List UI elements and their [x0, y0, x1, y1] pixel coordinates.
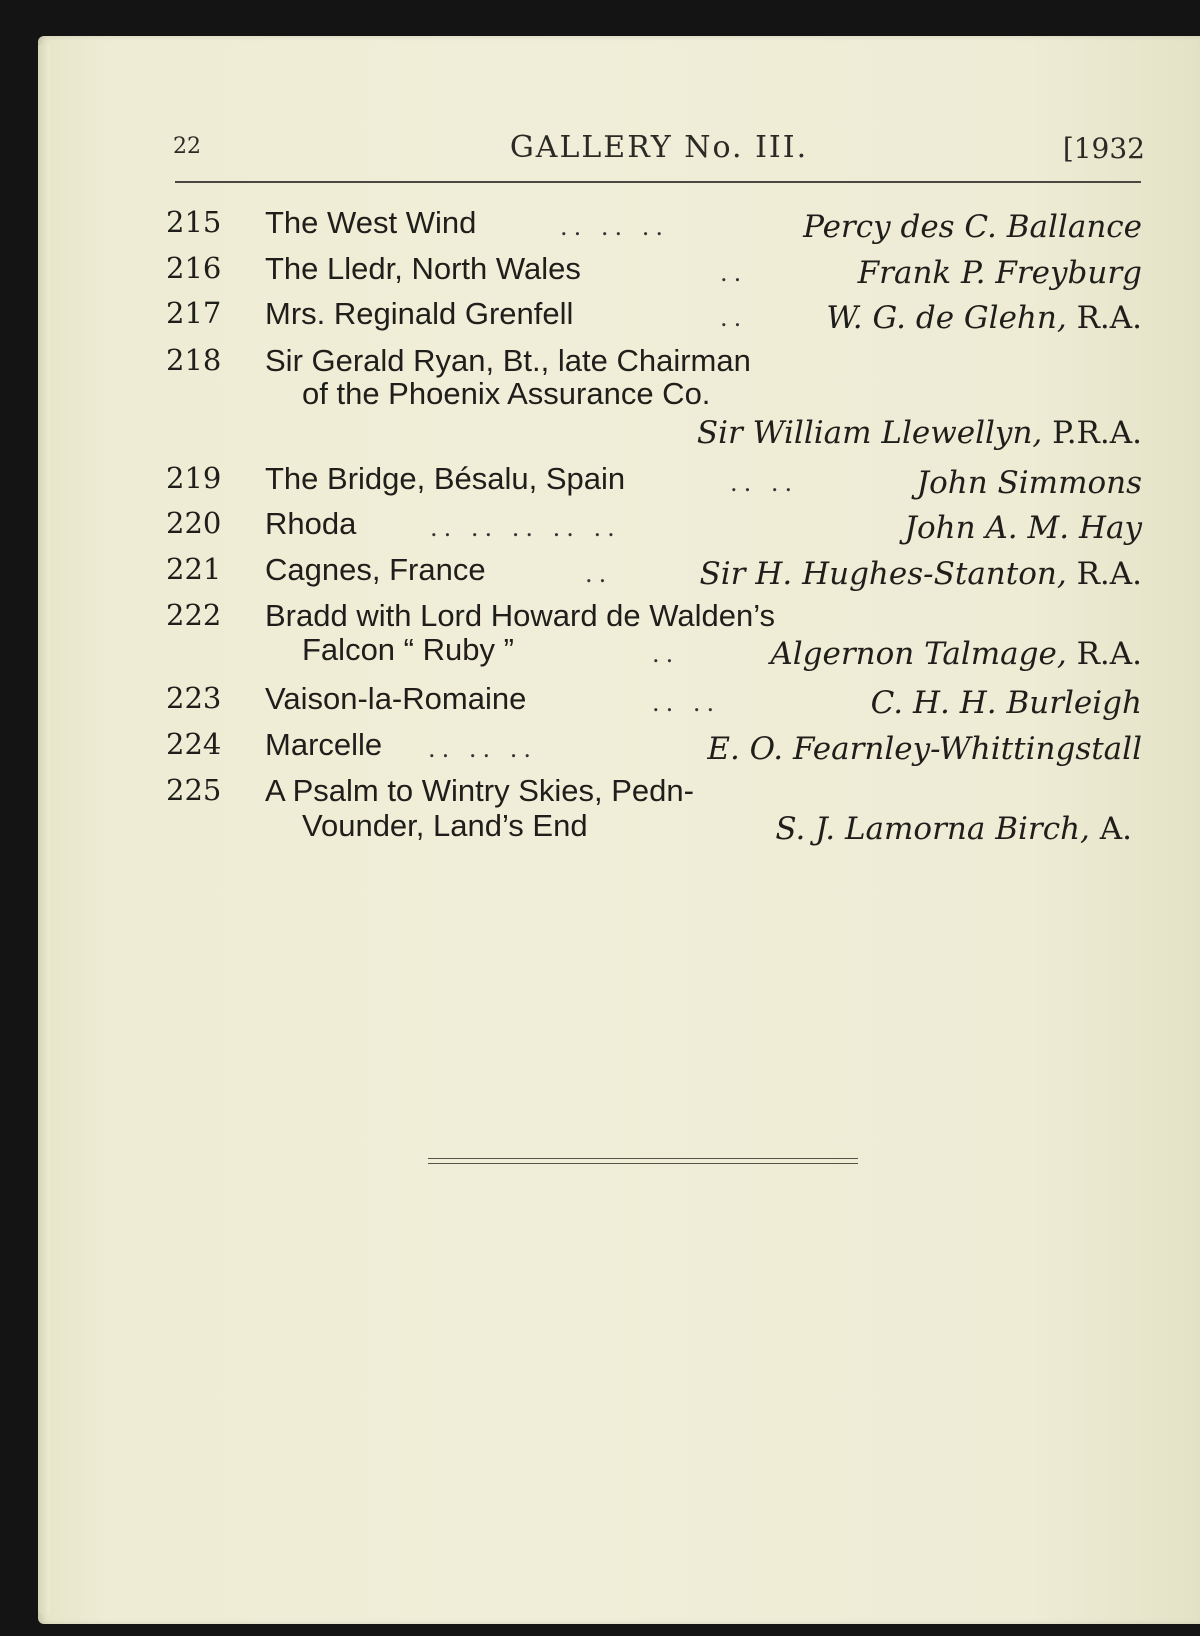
entry-title: A Psalm to Wintry Skies, Pedn- [265, 773, 694, 808]
artist-name: C. H. H. Burleigh [870, 685, 1142, 721]
entry-title: Cagnes, France [265, 552, 486, 587]
artist-honor: R.A. [1076, 636, 1142, 672]
artist-honor: R.A. [1076, 300, 1142, 336]
page-title: GALLERY No. III. [509, 130, 809, 165]
entry-artist [803, 209, 1142, 245]
entry-number: 219 [166, 461, 222, 495]
entry-artist [707, 731, 1142, 767]
page-edge [38, 44, 50, 1614]
entry-title-continued: Falcon “ Ruby ” [302, 632, 514, 667]
leader-dots: .. [652, 640, 680, 668]
entry-number: 218 [166, 343, 222, 377]
header-rule [175, 181, 1141, 183]
entry-title: Marcelle [265, 727, 383, 762]
artist-name: John A. M. Hay [904, 510, 1142, 546]
entry-artist [770, 636, 1142, 672]
entry-title: The Bridge, Bésalu, Spain [265, 461, 626, 496]
artist-name: Percy des C. Ballance [803, 209, 1142, 245]
artist-name: W. G. de Glehn, [826, 300, 1067, 336]
entry-title: The West Wind [265, 205, 477, 240]
entry-title: Mrs. Reginald Grenfell [265, 296, 574, 331]
leader-dots: .. .. [730, 469, 799, 497]
artist-honor: R.A. [1076, 556, 1142, 592]
entry-title-continued: of the Phoenix Assurance Co. [302, 376, 711, 411]
entry-number: 220 [166, 506, 222, 540]
artist-name: Frank P. Freyburg [857, 255, 1142, 291]
entry-artist [917, 465, 1142, 501]
leader-dots: .. [585, 560, 613, 588]
leader-dots: .. [720, 259, 748, 287]
leader-dots: .. .. .. [560, 213, 670, 241]
entry-number: 224 [166, 727, 222, 761]
artist-name: E. O. Fearnley-Whittingstall [707, 731, 1142, 767]
entry-number: 221 [166, 552, 222, 586]
artist-honor: P.R.A. [1052, 415, 1142, 451]
page-header [173, 130, 1145, 170]
end-rule [428, 1158, 858, 1164]
entry-title: Sir Gerald Ryan, Bt., late Chairman [265, 343, 751, 378]
entry-artist [905, 510, 1142, 546]
leader-dots: .. .. [652, 689, 721, 717]
entry-artist [858, 255, 1142, 291]
artist-name: Sir H. Hughes-Stanton, [699, 556, 1067, 592]
page-number: 22 [173, 134, 201, 159]
artist-name: Sir William Llewellyn, [696, 415, 1043, 451]
entry-number: 216 [166, 251, 222, 285]
entry-artist [871, 685, 1142, 721]
entry-title: Bradd with Lord Howard de Walden’s [265, 598, 776, 633]
entry-number: 215 [166, 205, 222, 239]
entry-title: Rhoda [265, 506, 357, 541]
artist-honor: A. [1099, 811, 1132, 847]
artist-name: S. J. Lamorna Birch, [775, 811, 1090, 847]
entry-artist [826, 300, 1142, 336]
leader-dots: .. [720, 304, 748, 332]
entry-title: The Lledr, North Wales [265, 251, 581, 286]
entry-title: Vaison-la-Romaine [265, 681, 527, 716]
leader-dots: .. .. .. [428, 735, 538, 763]
leader-dots: .. .. .. .. .. [430, 514, 621, 542]
entry-number: 225 [166, 773, 222, 807]
entry-number: 217 [166, 296, 222, 330]
artist-name: Algernon Talmage, [770, 636, 1067, 672]
entry-artist [775, 811, 1132, 847]
artist-name: John Simmons [916, 465, 1142, 501]
entry-artist [700, 556, 1142, 592]
entry-number: 223 [166, 681, 222, 715]
entry-artist [697, 415, 1142, 451]
entry-title-continued: Vounder, Land’s End [302, 808, 588, 843]
entry-number: 222 [166, 598, 222, 632]
year-label: [1932 [1062, 132, 1145, 165]
